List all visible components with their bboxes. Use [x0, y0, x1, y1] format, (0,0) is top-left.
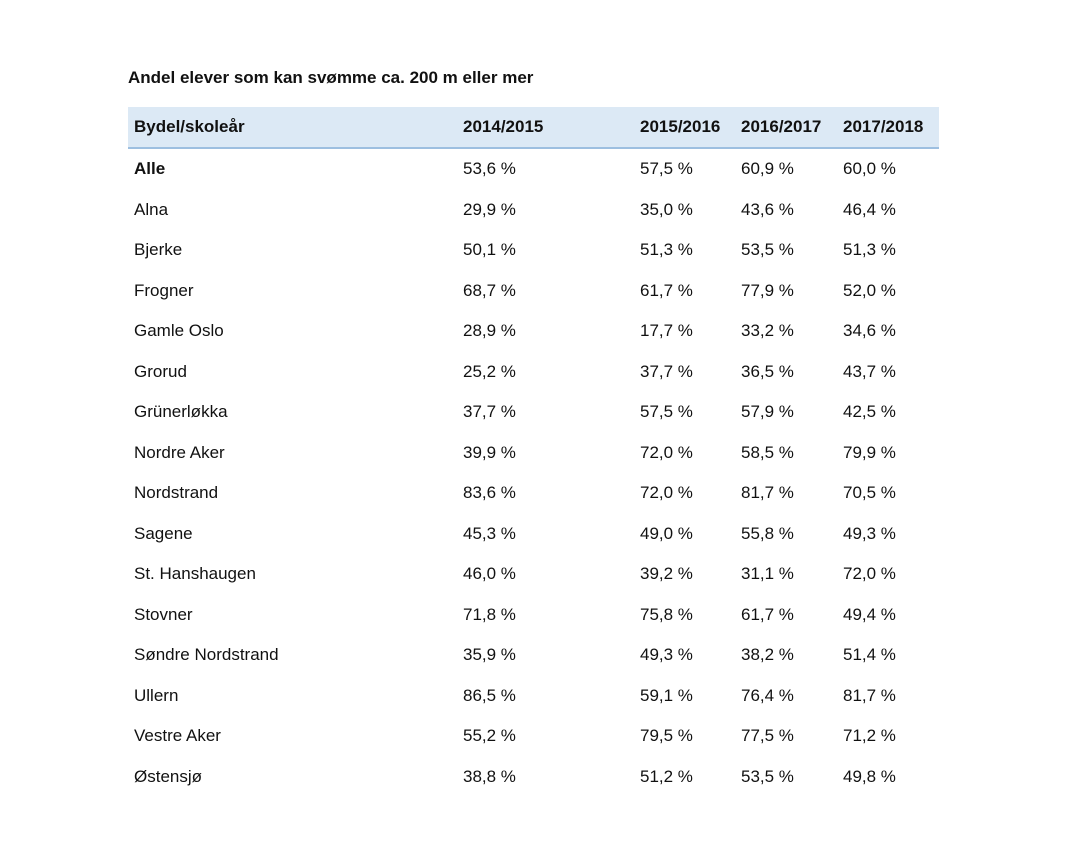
table-row: [128, 676, 939, 717]
percentage-value: 72,0 %: [640, 483, 693, 503]
percentage-value: 51,3 %: [640, 240, 693, 260]
percentage-value: 45,3 %: [463, 523, 516, 543]
table-header-row: [128, 107, 939, 149]
percentage-value: 51,4 %: [843, 645, 896, 665]
header-2015-2016: 2015/2016: [640, 117, 721, 136]
percentage-value: 76,4 %: [741, 685, 794, 705]
percentage-value: 52,0 %: [843, 280, 896, 300]
percentage-value: 37,7 %: [463, 402, 516, 422]
percentage-value: 77,5 %: [741, 726, 794, 746]
percentage-value: 36,5 %: [741, 361, 794, 381]
percentage-value: 59,1 %: [640, 685, 693, 705]
table-body: [128, 149, 939, 797]
percentage-value: 46,4 %: [843, 199, 896, 219]
table-row: [128, 595, 939, 636]
percentage-value: 81,7 %: [741, 483, 794, 503]
table-row: [128, 311, 939, 352]
header-district: Bydel/skoleår: [134, 117, 245, 136]
table-row: [128, 635, 939, 676]
district-name: Nordre Aker: [134, 442, 225, 462]
district-name: Grorud: [134, 361, 187, 381]
district-name: Østensjø: [134, 766, 203, 786]
percentage-value: 35,9 %: [463, 645, 516, 665]
table-title: Andel elever som kan svømme ca. 200 m eller mer: [128, 68, 534, 87]
table-row: [128, 230, 939, 271]
percentage-value: 53,6 %: [463, 159, 516, 179]
table-row: [128, 514, 939, 555]
district-name: Vestre Aker: [134, 726, 221, 746]
percentage-value: 49,0 %: [640, 523, 693, 543]
percentage-value: 60,9 %: [741, 159, 794, 179]
percentage-value: 34,6 %: [843, 321, 896, 341]
percentage-value: 43,6 %: [741, 199, 794, 219]
percentage-value: 42,5 %: [843, 402, 896, 422]
percentage-value: 57,5 %: [640, 159, 693, 179]
district-name: St. Hanshaugen: [134, 564, 256, 584]
percentage-value: 71,2 %: [843, 726, 896, 746]
percentage-value: 75,8 %: [640, 604, 693, 624]
percentage-value: 25,2 %: [463, 361, 516, 381]
table-row: [128, 149, 939, 190]
percentage-value: 49,8 %: [843, 766, 896, 786]
percentage-value: 53,5 %: [741, 766, 794, 786]
district-name: Alna: [134, 199, 169, 219]
table-row: [128, 190, 939, 231]
percentage-value: 49,3 %: [640, 645, 693, 665]
district-name: Stovner: [134, 604, 193, 624]
percentage-value: 28,9 %: [463, 321, 516, 341]
percentage-value: 68,7 %: [463, 280, 516, 300]
percentage-value: 43,7 %: [843, 361, 896, 381]
percentage-value: 57,5 %: [640, 402, 693, 422]
percentage-value: 49,3 %: [843, 523, 896, 543]
percentage-value: 39,9 %: [463, 442, 516, 462]
percentage-value: 72,0 %: [843, 564, 896, 584]
table-row: [128, 473, 939, 514]
percentage-value: 51,2 %: [640, 766, 693, 786]
percentage-value: 71,8 %: [463, 604, 516, 624]
percentage-value: 50,1 %: [463, 240, 516, 260]
district-name: Sagene: [134, 523, 193, 543]
table-row: [128, 757, 939, 798]
district-name: Søndre Nordstrand: [134, 645, 279, 665]
header-2014-2015: 2014/2015: [463, 117, 544, 136]
table-row: [128, 352, 939, 393]
percentage-value: 57,9 %: [741, 402, 794, 422]
percentage-value: 29,9 %: [463, 199, 516, 219]
district-name: Bjerke: [134, 240, 183, 260]
percentage-value: 83,6 %: [463, 483, 516, 503]
percentage-value: 39,2 %: [640, 564, 693, 584]
percentage-value: 55,8 %: [741, 523, 794, 543]
district-name: Gamle Oslo: [134, 321, 224, 341]
percentage-value: 58,5 %: [741, 442, 794, 462]
header-2016-2017: 2016/2017: [741, 117, 822, 136]
table-row: [128, 433, 939, 474]
percentage-value: 79,9 %: [843, 442, 896, 462]
percentage-value: 72,0 %: [640, 442, 693, 462]
percentage-value: 79,5 %: [640, 726, 693, 746]
district-name: Ullern: [134, 685, 179, 705]
district-name: Frogner: [134, 280, 194, 300]
table-row: [128, 716, 939, 757]
table-row: [128, 271, 939, 312]
percentage-value: 38,8 %: [463, 766, 516, 786]
percentage-value: 70,5 %: [843, 483, 896, 503]
percentage-value: 17,7 %: [640, 321, 693, 341]
district-name: Alle: [134, 159, 166, 179]
percentage-value: 51,3 %: [843, 240, 896, 260]
district-name: Grünerløkka: [134, 402, 228, 422]
percentage-value: 86,5 %: [463, 685, 516, 705]
percentage-value: 55,2 %: [463, 726, 516, 746]
percentage-value: 61,7 %: [741, 604, 794, 624]
swim-table: [128, 107, 939, 797]
percentage-value: 35,0 %: [640, 199, 693, 219]
percentage-value: 81,7 %: [843, 685, 896, 705]
percentage-value: 38,2 %: [741, 645, 794, 665]
table-row: [128, 554, 939, 595]
percentage-value: 49,4 %: [843, 604, 896, 624]
percentage-value: 46,0 %: [463, 564, 516, 584]
percentage-value: 33,2 %: [741, 321, 794, 341]
header-2017-2018: 2017/2018: [843, 117, 924, 136]
table-row: [128, 392, 939, 433]
percentage-value: 61,7 %: [640, 280, 693, 300]
percentage-value: 53,5 %: [741, 240, 794, 260]
percentage-value: 37,7 %: [640, 361, 693, 381]
percentage-value: 31,1 %: [741, 564, 794, 584]
percentage-value: 77,9 %: [741, 280, 794, 300]
district-name: Nordstrand: [134, 483, 219, 503]
percentage-value: 60,0 %: [843, 159, 896, 179]
